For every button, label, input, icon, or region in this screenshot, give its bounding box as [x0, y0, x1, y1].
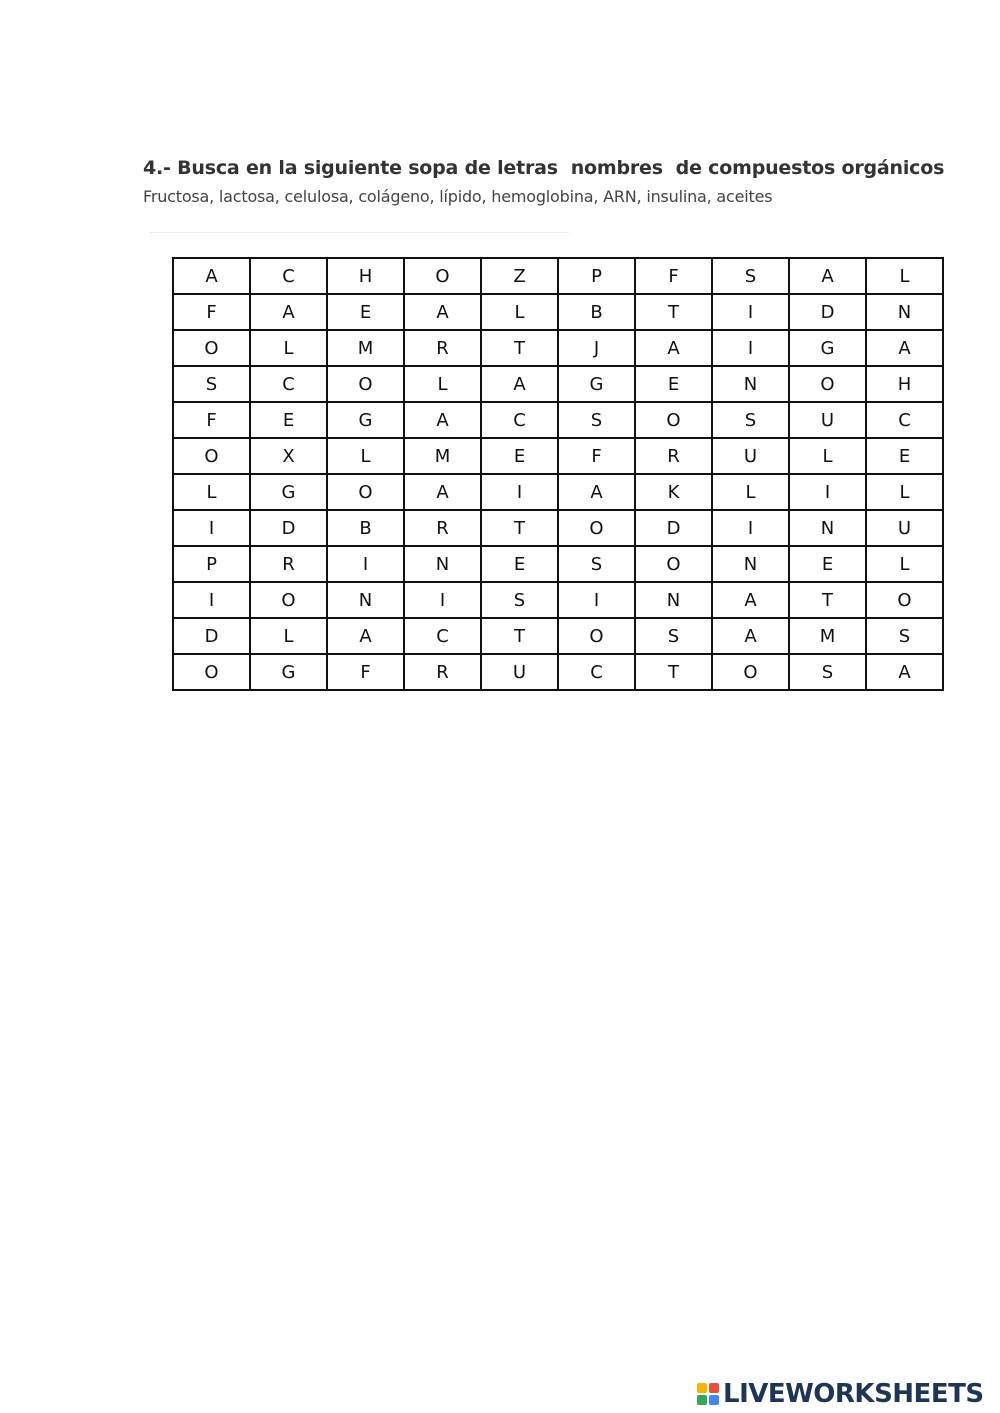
grid-cell[interactable]: L: [173, 474, 250, 510]
grid-cell[interactable]: O: [173, 654, 250, 690]
grid-cell[interactable]: K: [635, 474, 712, 510]
grid-cell[interactable]: S: [481, 582, 558, 618]
grid-cell[interactable]: T: [635, 654, 712, 690]
grid-cell[interactable]: A: [866, 330, 943, 366]
grid-cell[interactable]: S: [558, 546, 635, 582]
grid-cell[interactable]: D: [789, 294, 866, 330]
grid-cell[interactable]: I: [481, 474, 558, 510]
grid-cell[interactable]: C: [250, 366, 327, 402]
grid-cell[interactable]: D: [635, 510, 712, 546]
grid-cell[interactable]: T: [481, 330, 558, 366]
grid-cell[interactable]: N: [635, 582, 712, 618]
grid-cell[interactable]: U: [789, 402, 866, 438]
logo-text: LIVEWORKSHEETS: [723, 1379, 984, 1409]
grid-cell[interactable]: M: [327, 330, 404, 366]
grid-cell[interactable]: E: [327, 294, 404, 330]
grid-cell[interactable]: E: [481, 438, 558, 474]
grid-cell[interactable]: A: [173, 258, 250, 294]
grid-cell[interactable]: T: [481, 618, 558, 654]
grid-cell[interactable]: S: [173, 366, 250, 402]
grid-cell[interactable]: O: [866, 582, 943, 618]
grid-cell[interactable]: B: [558, 294, 635, 330]
grid-cell[interactable]: O: [712, 654, 789, 690]
grid-row: [173, 618, 943, 654]
grid-cell[interactable]: Z: [481, 258, 558, 294]
grid-row: [173, 474, 943, 510]
grid-cell[interactable]: U: [866, 510, 943, 546]
grid-cell[interactable]: I: [404, 582, 481, 618]
grid-cell[interactable]: S: [635, 618, 712, 654]
grid-cell[interactable]: T: [481, 510, 558, 546]
liveworksheets-logo: [697, 1377, 984, 1411]
grid-cell[interactable]: S: [712, 402, 789, 438]
grid-row: [173, 402, 943, 438]
grid-cell[interactable]: H: [866, 366, 943, 402]
exercise-title: 4.- Busca en la siguiente sopa de letras nombres de compuestos orgánicos: [143, 157, 945, 179]
grid-cell[interactable]: G: [789, 330, 866, 366]
grid-cell[interactable]: R: [404, 330, 481, 366]
grid-row: [173, 654, 943, 690]
grid-cell[interactable]: G: [327, 402, 404, 438]
grid-cell[interactable]: F: [327, 654, 404, 690]
grid-cell[interactable]: N: [866, 294, 943, 330]
grid-cell[interactable]: A: [712, 582, 789, 618]
grid-cell[interactable]: A: [866, 654, 943, 690]
grid-row: [173, 546, 943, 582]
grid-cell[interactable]: P: [558, 258, 635, 294]
grid-cell[interactable]: O: [250, 582, 327, 618]
grid-cell[interactable]: S: [558, 402, 635, 438]
grid-cell[interactable]: O: [635, 402, 712, 438]
grid-cell[interactable]: R: [250, 546, 327, 582]
grid-cell[interactable]: M: [789, 618, 866, 654]
grid-cell[interactable]: I: [173, 510, 250, 546]
divider: [150, 232, 570, 234]
grid-cell[interactable]: A: [404, 474, 481, 510]
grid-cell[interactable]: R: [635, 438, 712, 474]
grid-cell[interactable]: N: [404, 546, 481, 582]
grid-row: [173, 330, 943, 366]
grid-cell[interactable]: L: [481, 294, 558, 330]
grid-cell[interactable]: D: [173, 618, 250, 654]
grid-cell[interactable]: F: [173, 294, 250, 330]
grid-cell[interactable]: L: [866, 546, 943, 582]
grid-cell[interactable]: O: [635, 546, 712, 582]
grid-row: [173, 438, 943, 474]
grid-cell[interactable]: C: [404, 618, 481, 654]
grid-row: [173, 294, 943, 330]
grid-cell[interactable]: O: [173, 438, 250, 474]
grid-row: [173, 366, 943, 402]
grid-cell[interactable]: O: [327, 366, 404, 402]
grid-cell[interactable]: C: [481, 402, 558, 438]
grid-cell[interactable]: G: [558, 366, 635, 402]
grid-cell[interactable]: S: [712, 258, 789, 294]
grid-cell[interactable]: L: [404, 366, 481, 402]
grid-cell[interactable]: E: [789, 546, 866, 582]
grid-cell[interactable]: O: [327, 474, 404, 510]
grid-cell[interactable]: F: [558, 438, 635, 474]
grid-cell[interactable]: S: [866, 618, 943, 654]
logo-icon: [697, 1383, 719, 1405]
grid-cell[interactable]: B: [327, 510, 404, 546]
grid-cell[interactable]: L: [327, 438, 404, 474]
grid-cell[interactable]: L: [712, 474, 789, 510]
grid-cell[interactable]: F: [635, 258, 712, 294]
grid-cell[interactable]: O: [558, 510, 635, 546]
grid-cell[interactable]: I: [173, 582, 250, 618]
grid-cell[interactable]: A: [250, 294, 327, 330]
grid-cell[interactable]: O: [404, 258, 481, 294]
grid-cell[interactable]: X: [250, 438, 327, 474]
grid-cell[interactable]: E: [481, 546, 558, 582]
grid-cell[interactable]: P: [173, 546, 250, 582]
word-list: Fructosa, lactosa, celulosa, colágeno, lípido, hemoglobina, ARN, insulina, aceites: [143, 187, 773, 206]
grid-cell[interactable]: E: [866, 438, 943, 474]
grid-cell[interactable]: E: [635, 366, 712, 402]
grid-cell[interactable]: A: [558, 474, 635, 510]
grid-cell[interactable]: A: [635, 330, 712, 366]
grid-cell[interactable]: J: [558, 330, 635, 366]
grid-cell[interactable]: A: [404, 402, 481, 438]
grid-cell[interactable]: A: [327, 618, 404, 654]
grid-cell[interactable]: I: [712, 330, 789, 366]
grid-cell[interactable]: E: [250, 402, 327, 438]
grid-cell[interactable]: O: [558, 618, 635, 654]
grid-cell[interactable]: R: [404, 654, 481, 690]
grid-cell[interactable]: L: [250, 618, 327, 654]
grid-cell[interactable]: G: [250, 654, 327, 690]
grid-cell[interactable]: D: [250, 510, 327, 546]
grid-cell[interactable]: L: [789, 438, 866, 474]
grid-cell[interactable]: N: [789, 510, 866, 546]
grid-cell[interactable]: T: [635, 294, 712, 330]
grid-cell[interactable]: A: [404, 294, 481, 330]
grid-cell[interactable]: A: [789, 258, 866, 294]
grid-cell[interactable]: C: [558, 654, 635, 690]
grid-cell[interactable]: I: [558, 582, 635, 618]
grid-cell[interactable]: R: [404, 510, 481, 546]
grid-cell[interactable]: U: [481, 654, 558, 690]
grid-cell[interactable]: G: [250, 474, 327, 510]
grid-cell[interactable]: I: [712, 294, 789, 330]
grid-cell[interactable]: U: [712, 438, 789, 474]
word-search-grid: [172, 257, 944, 691]
grid-cell[interactable]: N: [712, 546, 789, 582]
grid-cell[interactable]: S: [789, 654, 866, 690]
grid-cell[interactable]: N: [327, 582, 404, 618]
grid-cell[interactable]: F: [173, 402, 250, 438]
grid-cell[interactable]: H: [327, 258, 404, 294]
grid-cell[interactable]: I: [712, 510, 789, 546]
grid-cell[interactable]: O: [173, 330, 250, 366]
grid-cell[interactable]: I: [789, 474, 866, 510]
grid-cell[interactable]: L: [866, 474, 943, 510]
grid-cell[interactable]: A: [712, 618, 789, 654]
grid-row: [173, 582, 943, 618]
grid-cell[interactable]: N: [712, 366, 789, 402]
grid-cell[interactable]: C: [250, 258, 327, 294]
grid-cell[interactable]: C: [866, 402, 943, 438]
grid-row: [173, 510, 943, 546]
grid-cell[interactable]: L: [866, 258, 943, 294]
grid-cell[interactable]: L: [250, 330, 327, 366]
grid-cell[interactable]: T: [789, 582, 866, 618]
grid-cell[interactable]: A: [481, 366, 558, 402]
grid-cell[interactable]: O: [789, 366, 866, 402]
grid-cell[interactable]: I: [327, 546, 404, 582]
grid-row: [173, 258, 943, 294]
grid-cell[interactable]: M: [404, 438, 481, 474]
